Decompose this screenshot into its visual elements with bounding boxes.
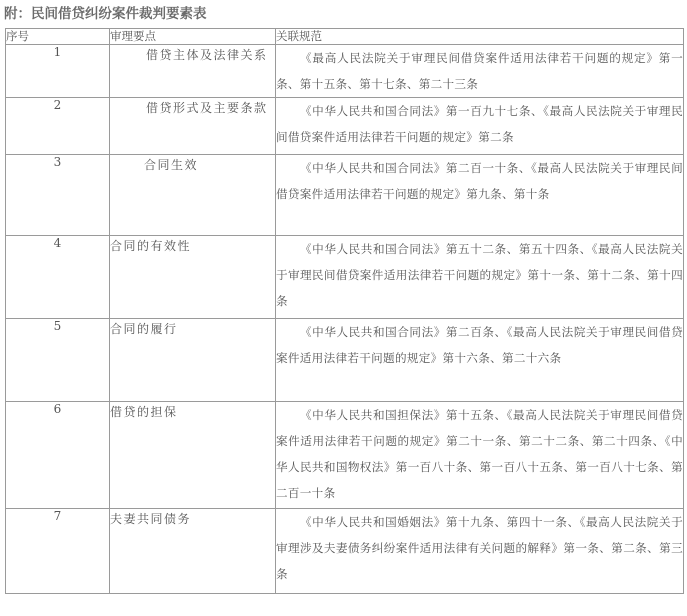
rules-table: [5, 28, 684, 594]
row-serial-no: 3: [6, 155, 110, 236]
document-title: 附：民间借贷纠纷案件裁判要素表: [4, 6, 207, 22]
table-row: [6, 98, 684, 155]
row-serial-no: 4: [6, 236, 110, 319]
row-related-rules: 《中华人民共和国担保法》第十五条、《最高人民法院关于审理民间借贷案件适用法律若干问题的规定》第二十一条、第二十二条、第二十四条、《中华人民共和国物权法》第一百八十条、第一百八十五条、第一百八十七条、第二百一十条: [276, 402, 684, 509]
row-review-point: 合同的有效性: [110, 236, 276, 319]
row-review-point: 借贷主体及法律关系: [110, 45, 276, 98]
row-review-point: 夫妻共同债务: [110, 509, 276, 594]
row-related-rules: 《最高人民法院关于审理民间借贷案件适用法律若干问题的规定》第一条、第十五条、第十七条、第二十三条: [276, 45, 684, 98]
row-related-rules: 《中华人民共和国合同法》第一百九十七条、《最高人民法院关于审理民间借贷案件适用法律若干问题的规定》第二条: [276, 98, 684, 155]
table-header-row: [6, 29, 684, 45]
header-serial-no: 序号: [6, 29, 110, 45]
table-row: [6, 155, 684, 236]
row-review-point: 合同生效: [110, 155, 276, 236]
table-row: [6, 402, 684, 509]
table-row: [6, 236, 684, 319]
row-related-rules: 《中华人民共和国合同法》第二百条、《最高人民法院关于审理民间借贷案件适用法律若干问题的规定》第十六条、第二十六条: [276, 319, 684, 402]
row-serial-no: 2: [6, 98, 110, 155]
row-related-rules: 《中华人民共和国合同法》第二百一十条、《最高人民法院关于审理民间借贷案件适用法律若干问题的规定》第九条、第十条: [276, 155, 684, 236]
row-review-point: 借贷的担保: [110, 402, 276, 509]
table-row: [6, 509, 684, 594]
row-review-point: 借贷形式及主要条款: [110, 98, 276, 155]
table-row: [6, 45, 684, 98]
header-related-rules: 关联规范: [276, 29, 684, 45]
table-row: [6, 319, 684, 402]
row-related-rules: 《中华人民共和国合同法》第五十二条、第五十四条、《最高人民法院关于审理民间借贷案件适用法律若干问题的规定》第十一条、第十二条、第十四条: [276, 236, 684, 319]
row-review-point: 合同的履行: [110, 319, 276, 402]
row-serial-no: 5: [6, 319, 110, 402]
header-review-point: 审理要点: [110, 29, 276, 45]
row-serial-no: 7: [6, 509, 110, 594]
row-serial-no: 6: [6, 402, 110, 509]
row-serial-no: 1: [6, 45, 110, 98]
row-related-rules: 《中华人民共和国婚姻法》第十九条、第四十一条、《最高人民法院关于审理涉及夫妻债务纠纷案件适用法律有关问题的解释》第一条、第二条、第三条: [276, 509, 684, 594]
